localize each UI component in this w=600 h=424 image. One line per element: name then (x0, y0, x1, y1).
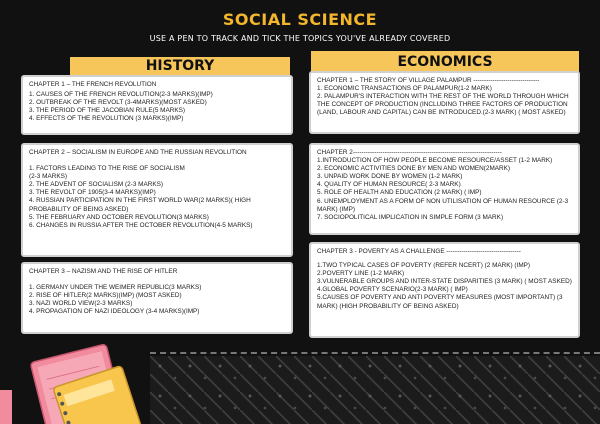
topic-item: 3. NAZI WORLD VIEW(2-3 MARKS) (29, 300, 133, 308)
topic-item: 4. PROPAGATION OF NAZI IDEOLOGY (3-4 MARKS)(IMP) (29, 308, 200, 316)
notebooks-illustration-icon (0, 340, 150, 424)
topic-item: 6. UNEMPLOYMENT AS A FORM OF NON UTILISATION OF HUMAN RESOURCE (2-3 MARK) (IMP) (317, 197, 569, 213)
topic-item: 5. ROLE OF HEALTH AND EDUCATION (2 MARK) ( IMP) (317, 189, 482, 197)
topic-item: 1.TWO TYPICAL CASES OF POVERTY (REFER NCERT) (2 MARK) (IMP) (317, 262, 531, 270)
topic-item: 5.CAUSES OF POVERTY AND ANTI POVERTY MEASURES (MOST IMPORTANT) (3 MARK) (HIGH PROBABILITY OF BEING ASKED) (317, 294, 563, 310)
topic-item: 1. GERMANY UNDER THE WEIMER REPUBLIC(3 MARKS) (29, 284, 202, 292)
page-subtitle: USE A PEN TO TRACK AND TICK THE TOPICS YOU'VE ALREADY COVERED (149, 34, 451, 43)
topic-item: 4. RUSSIAN PARTICIPATION IN THE FIRST WORLD WAR(2 MARKS)( HIGH PROBABILITY OF BEING ASKED) (29, 197, 251, 213)
topic-item: 2. ECONOMIC ACTIVITIES DONE BY MEN AND WOMEN(2MARK) (317, 165, 511, 173)
topic-item: 3. THE REVOLT OF 1905(3-4 MARKS)(IMP) (29, 189, 156, 197)
topic-item: 2. OUTBREAK OF THE REVOLT (3-4MARKS)(MOST ASKED) (29, 99, 207, 107)
topic-item: 2. THE ADVENT OF SOCIALISM (2-3 MARKS) (29, 181, 163, 189)
topic-item: 4.GLOBAL POVERTY SCENARIO(2-3 MARK) ( IMP) (317, 286, 468, 294)
chapter-heading: CHAPTER 2---------------------------------------------------------------------- (317, 149, 502, 156)
history-header: HISTORY (70, 57, 290, 75)
topic-item: 1.INTRODUCTION OF HOW PEOPLE BECOME RESOURCE/ASSET (1-2 MARK) (317, 157, 553, 165)
topic-item: 3.VULNERABLE GROUPS AND INTER-STATE DISPARITIES (3 MARK) ( MOST ASKED) (317, 278, 572, 286)
economics-chapter2-card (309, 143, 580, 235)
topic-item: 3. THE PERIOD OF THE JACOBIAN RULE(5 MARKS) (29, 107, 186, 115)
topic-item: 2. PALAMPUR'S INTERACTION WITH THE REST OF THE WORLD THROUGH WHICH THE CONCEPT OF PRODUCTION (INCLUDING THREE FACTORS OF PRODUCTION (LAND, LABOUR AND CAPITAL) CAN BE INTRODUCED.(2-3 MARK) ( MOST ASKED) (317, 93, 569, 117)
topic-item: 1. ECONOMIC TRANSACTIONS OF PALAMPUR(1-2 MARK) (317, 85, 492, 93)
topic-item: 1. FACTORS LEADING TO THE RISE OF SOCIALISM (29, 165, 185, 173)
economics-header: ECONOMICS (311, 51, 579, 73)
topic-item: 7. SOCIOPOLITICAL IMPLICATION IN SIMPLE FORM (3 MARK) (317, 213, 504, 221)
chapter-heading: CHAPTER 2 – SOCIALISM IN EUROPE AND THE RUSSIAN REVOLUTION (29, 149, 247, 156)
topic-item: (2-3 MARKS) (29, 173, 67, 181)
topic-item: 5. THE FEBRUARY AND OCTOBER REVOLUTION(3 MARKS) (29, 213, 209, 221)
topic-item: 3. UNPAID WORK DONE BY WOMEN (1-2 MARK) (317, 173, 463, 181)
chapter-heading: CHAPTER 3 - POVERTY AS A CHALLENGE ----------------------------------- (317, 248, 521, 255)
chapter-heading: CHAPTER 3 – NAZISM AND THE RISE OF HITLER (29, 268, 178, 275)
topic-item: 2.POVERTY LINE (1-2 MARK) (317, 270, 405, 278)
topic-item: 6. CHANGES IN RUSSIA AFTER THE OCTOBER REVOLUTION(4-5 MARKS) (29, 221, 253, 229)
topic-item: 1. CAUSES OF THE FRENCH REVOLUTION(2-3 MARKS)(IMP) (29, 91, 213, 99)
history-chapter2-card (21, 143, 293, 257)
chapter-heading: CHAPTER 1 – THE FRENCH REVOLUTION (29, 81, 157, 88)
topic-item: 4. QUALITY OF HUMAN RESOURCE( 2-3 MARK) (317, 181, 461, 189)
topic-item: 4. EFFECTS OF THE REVOLUTION (3 MARKS)(IMP) (29, 115, 184, 123)
history-chapter1-card (21, 75, 293, 135)
topic-item: 2. RISE OF HITLER(2 MARKS)(IMP) (MOST ASKED) (29, 292, 182, 300)
chapter-heading: CHAPTER 1 – THE STORY OF VILLAGE PALAMPUR ------------------------------- (317, 77, 540, 84)
doodle-pattern (150, 356, 600, 424)
economics-chapter1-card (309, 71, 580, 134)
history-chapter3-card (21, 262, 293, 334)
page-title: SOCIAL SCIENCE (222, 10, 378, 29)
economics-chapter3-card (309, 242, 580, 338)
